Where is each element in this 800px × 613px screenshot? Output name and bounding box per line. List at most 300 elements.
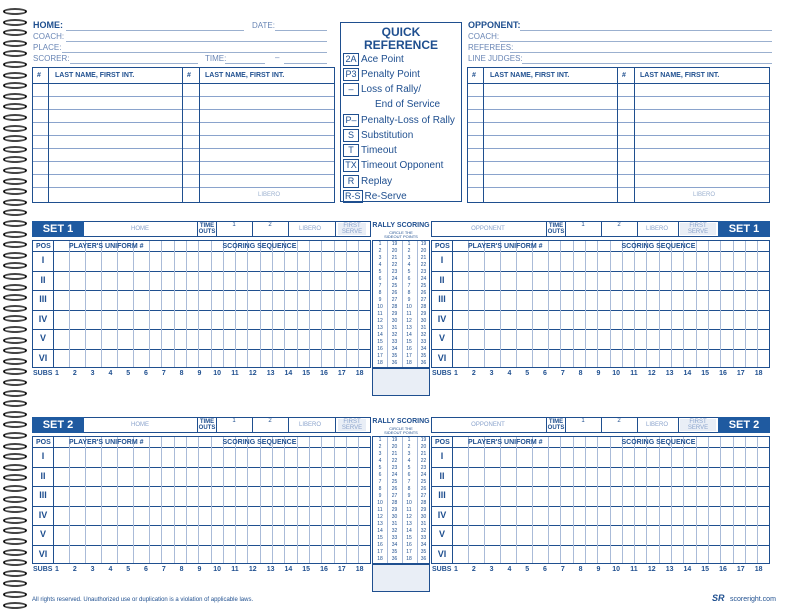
rally-number: 31 [391,521,398,527]
rally-number: 35 [420,549,427,555]
rally-number: 2 [407,248,411,254]
libero-label-opp: LIBERO [645,226,668,232]
rally-number: 4 [407,458,411,464]
timeout-1: 1 [232,222,236,228]
pos-header: POS [435,243,450,250]
rally-number: 8 [378,486,382,492]
rally-number: 8 [378,290,382,296]
position-5: V [438,529,445,540]
grid-col-uni [532,241,533,367]
grid-col [321,241,322,367]
first-serve-label-opp: FIRST SERVE [680,419,716,431]
sub-number: 6 [144,566,148,573]
grid-col [659,437,660,563]
position-4: IV [38,509,48,520]
spiral-ring [3,538,27,545]
position-1: I [440,451,444,461]
uniform-header: PLAYER'S UNIFORM # [468,439,543,446]
rally-number: 14 [377,332,383,338]
rally-number: 19 [420,437,427,443]
grid-col-uni [500,437,501,563]
sub-number: 11 [231,370,239,377]
grid-col [211,437,212,563]
rally-number: 29 [420,311,427,317]
spiral-ring [3,390,27,397]
qr-label: Penalty Point [361,69,420,81]
sub-number: 12 [647,566,656,573]
grid-col [309,241,310,367]
roster-row-line [33,161,334,162]
set-label-opponent: SET 1 [718,221,770,237]
spiral-ring [3,549,27,556]
home-grid [32,436,371,564]
qr-item [343,144,397,158]
set-label-opponent: SET 2 [718,417,770,433]
sub-number: 13 [266,370,275,377]
roster-col-line [48,68,49,202]
qr-label: Timeout Opponent [361,160,444,172]
sub-number: 18 [754,370,763,377]
grid-col [720,437,721,563]
sub-number: 16 [320,566,328,573]
position-3: III [39,490,47,501]
home-grid [32,240,371,368]
grid-col [309,437,310,563]
grid-row-line [33,525,370,526]
rally-number: 8 [407,486,411,492]
rally-number: 30 [391,514,398,520]
grid-col [659,241,660,367]
grid-col [622,437,623,563]
rally-number: 24 [391,472,398,478]
rally-number: 22 [420,458,427,464]
grid-col-uni [85,437,86,563]
roster-header-line [468,83,769,84]
spiral-ring [3,411,27,418]
rally-number: 18 [406,360,412,366]
spiral-ring [3,485,27,492]
roster-col-line [617,68,618,202]
rally-number: 5 [378,465,382,471]
rally-number: 5 [378,269,382,275]
grid-col [297,241,298,367]
rally-number: 30 [420,514,427,520]
sub-number: 11 [630,566,638,573]
rally-number: 25 [391,283,398,289]
sub-number: 14 [284,370,293,377]
rally-number: 10 [377,500,383,506]
timeout-2: 2 [268,222,272,228]
sub-number: 1 [454,370,458,377]
rally-number: 14 [377,528,383,534]
rally-number: 2 [407,444,411,450]
sub-number: 2 [471,370,476,377]
grid-col [708,437,709,563]
rally-number: 15 [377,535,383,541]
rally-number: 25 [420,479,427,485]
uniform-header: PLAYER'S UNIFORM # [468,243,543,250]
spiral-ring [3,464,27,471]
grid-row-line [33,290,370,291]
rally-number: 12 [406,318,412,324]
time-dash: – [275,53,280,62]
position-3: III [438,294,446,305]
grid-col [585,437,586,563]
sub-number: 14 [683,566,692,573]
roster-row-line [468,187,769,188]
rally-number: 27 [420,297,427,303]
grid-col [198,437,199,563]
sub-number: 13 [665,566,674,573]
spiral-ring [3,231,27,238]
sub-number: 13 [266,566,275,573]
grid-col [745,437,746,563]
time-outs-label: TIME OUTS [198,223,216,235]
grid-col [634,437,635,563]
roster-name-header: LAST NAME, FIRST INT. [490,72,570,79]
sub-number: 10 [612,370,621,377]
libero-label-opp: LIBERO [645,422,668,428]
grid-col [610,437,611,563]
subs-label: SUBS [432,566,452,573]
rally-number: 36 [391,360,398,366]
bar-divider [197,221,198,237]
rally-number: 5 [407,465,411,471]
sub-number: 13 [665,370,674,377]
qr-label: Loss of Rally/ [361,84,422,96]
spiral-ring [3,368,27,375]
qr-label: Substitution [361,130,414,141]
position-2: II [40,274,46,285]
grid-col [174,241,175,367]
rally-number: 27 [420,493,427,499]
sub-number: 9 [596,566,601,573]
grid-col [149,437,150,563]
qr-label: Replay [361,175,393,187]
grid-col-uni [133,437,134,563]
rally-number: 23 [391,465,398,471]
grid-col-uni [85,241,86,367]
rally-number: 13 [406,521,412,527]
spiral-ring [3,241,27,248]
roster-col-line [483,68,484,202]
brand-logo: SR [712,593,725,603]
grid-col [260,437,261,563]
rally-number: 16 [406,346,412,352]
rally-number: 2 [378,248,382,254]
set-label-home: SET 2 [32,417,84,433]
position-4: IV [38,313,48,324]
grid-col [297,437,298,563]
spiral-ring [3,421,27,428]
spiral-ring [3,209,27,216]
rally-number: 4 [378,458,382,464]
rally-number: 34 [420,346,427,352]
grid-row-line [33,545,370,546]
grid-col-uni [133,241,134,367]
rally-number: 32 [420,332,427,338]
spiral-binding [0,0,30,613]
grid-col [174,437,175,563]
rally-number: 9 [378,493,382,499]
position-1: I [440,255,444,265]
grid-col [235,437,236,563]
rally-number: 36 [420,556,427,562]
grid-header-line [432,447,769,448]
sub-number: 7 [161,370,166,377]
rally-number: 28 [420,500,427,506]
rally-number: 6 [378,276,382,282]
rally-number: 31 [420,521,427,527]
coach-label: COACH: [33,32,65,41]
spiral-ring [3,262,27,269]
sub-number: 3 [90,566,95,573]
referees-label: REFEREES: [468,43,514,52]
rally-number: 34 [391,542,398,548]
roster-header-line [33,83,334,84]
roster-libero-label: LIBERO [258,192,281,198]
spiral-ring [3,443,27,450]
qr-label: End of Service [375,98,441,110]
sub-number: 8 [578,566,583,573]
grid-header-line [33,447,370,448]
grid-col [597,241,598,367]
grid-row-line [432,506,769,507]
spiral-ring [3,337,27,344]
bar-divider [252,417,253,433]
sub-number: 15 [302,566,311,573]
grid-col [585,241,586,367]
position-1: I [41,451,45,461]
rally-number: 8 [407,290,411,296]
bar-divider [335,417,336,433]
bar-divider [216,417,217,433]
home-label: HOME: [33,20,63,30]
position-4: IV [437,313,447,324]
rally-number: 26 [391,486,398,492]
qr-item [343,53,404,67]
grid-col-uni [468,437,469,563]
spiral-ring [3,50,27,57]
sequence-header: SCORING SEQUENCE [621,243,696,250]
position-4: IV [437,509,447,520]
grid-col-uni [484,241,485,367]
rally-number: 20 [420,248,427,254]
grid-col-pos [53,241,54,367]
sub-number: 5 [525,566,530,573]
rally-sub-1: CIRCLE THE [389,230,413,235]
grid-row-line [432,329,769,330]
sub-number: 10 [213,370,222,377]
roster-col-line [634,68,635,202]
sub-number: 6 [543,566,547,573]
sub-number: 8 [578,370,583,377]
spiral-ring [3,220,27,227]
rally-number: 12 [406,514,412,520]
rally-number: 19 [420,241,427,247]
grid-col [358,437,359,563]
opponent-grid [431,240,770,368]
qr-code: R [343,175,359,188]
rally-number: 24 [420,276,427,282]
sub-number: 9 [197,370,202,377]
sub-number: 18 [754,566,763,573]
opponent-team-label: OPPONENT [471,422,505,428]
rally-table [372,436,430,564]
qr-label: Penalty-Loss of Rally [361,114,455,126]
rally-number: 5 [407,269,411,275]
rally-number: 14 [406,528,412,534]
grid-row-line [33,467,370,468]
rally-number: 14 [406,332,412,338]
grid-col [696,437,697,563]
spiral-ring [3,559,27,566]
rally-number: 6 [407,276,411,282]
roster-row-line [468,109,769,110]
grid-col [346,241,347,367]
rally-scoring-title: RALLY SCORING [372,418,430,425]
bar-divider [252,221,253,237]
sub-number: 16 [719,370,727,377]
subs-label: SUBS [33,370,53,377]
rally-number: 7 [378,479,382,485]
grid-col [573,241,574,367]
spiral-ring [3,199,27,206]
sub-number: 6 [543,370,547,377]
sub-number: 11 [231,566,239,573]
sub-number: 1 [55,370,59,377]
line-judges-label: LINE JUDGES: [468,54,523,63]
qr-code: T [343,144,359,157]
grid-col [198,241,199,367]
grid-col-uni [516,241,517,367]
sub-number: 10 [612,566,621,573]
rally-number: 26 [391,290,398,296]
sub-number: 3 [90,370,95,377]
roster-row-line [33,187,334,188]
grid-col-uni [117,437,118,563]
sub-number: 16 [320,370,328,377]
sub-number: 7 [560,566,565,573]
spiral-ring [3,602,27,609]
grid-row-line [432,545,769,546]
grid-col [634,241,635,367]
spiral-ring [3,146,27,153]
grid-col [560,437,561,563]
sub-number: 4 [108,370,113,377]
place-label: PLACE: [33,43,62,52]
position-6: VI [38,549,48,559]
home-team-label: HOME [131,226,149,232]
rally-number: 12 [377,318,383,324]
spiral-ring [3,114,27,121]
qr-item [343,68,420,82]
grid-col [646,437,647,563]
timeout-1-opp: 1 [581,418,585,424]
qr-code: P– [343,114,359,127]
rally-number: 3 [407,451,411,457]
grid-row-line [33,506,370,507]
rally-number: 3 [407,255,411,261]
timeout-2: 2 [268,418,272,424]
roster-row-line [33,96,334,97]
sub-number: 8 [179,370,184,377]
sub-number: 4 [507,370,512,377]
rally-number: 16 [406,542,412,548]
rally-number: 28 [391,304,398,310]
timeout-1-opp: 1 [581,222,585,228]
rally-number: 1 [378,241,382,247]
rally-number: 3 [378,451,382,457]
libero-label: LIBERO [298,422,321,428]
grid-col [733,437,734,563]
roster-col-line [199,68,200,202]
grid-col-uni [69,241,70,367]
position-5: V [39,529,46,540]
rally-number: 36 [420,360,427,366]
roster-row-line [33,135,334,136]
rally-number: 16 [377,346,383,352]
rally-number: 17 [377,549,383,555]
grid-col [560,241,561,367]
sub-number: 12 [647,370,656,377]
spiral-ring [3,8,27,15]
grid-header-line [33,251,370,252]
grid-row-line [33,310,370,311]
bar-divider [637,221,638,237]
grid-col [548,437,549,563]
spiral-ring [3,93,27,100]
qr-code: P3 [343,68,359,81]
rally-number: 33 [391,535,398,541]
rally-number: 4 [378,262,382,268]
spiral-ring [3,82,27,89]
bar-divider [197,417,198,433]
qr-item [343,175,392,189]
rally-number: 9 [407,493,411,499]
sub-number: 17 [736,566,745,573]
rally-sub-2: SIDEOUT POINTS [384,430,418,435]
grid-col-uni [532,437,533,563]
rally-number: 18 [377,360,383,366]
spiral-ring [3,284,27,291]
bar-divider [288,417,289,433]
spiral-ring [3,379,27,386]
uniform-header: PLAYER'S UNIFORM # [69,243,144,250]
rally-number: 15 [406,535,412,541]
qr-item [343,129,413,143]
sub-number: 10 [213,566,222,573]
spiral-ring [3,580,27,587]
rally-number: 23 [420,269,427,275]
grid-col [260,241,261,367]
roster-num-header-2: # [187,72,191,79]
rally-number: 21 [420,451,427,457]
qr-code: 2A [343,53,359,66]
rally-number: 9 [378,297,382,303]
grid-col [247,241,248,367]
rally-number: 11 [406,311,412,317]
sub-number: 9 [596,370,601,377]
grid-col [358,241,359,367]
bar-divider [565,221,566,237]
rally-number: 31 [420,325,427,331]
roster-row-line [468,174,769,175]
time-outs-label-opp: TIME OUTS [547,419,565,431]
rally-number: 3 [378,255,382,261]
grid-col [708,241,709,367]
grid-col [161,241,162,367]
